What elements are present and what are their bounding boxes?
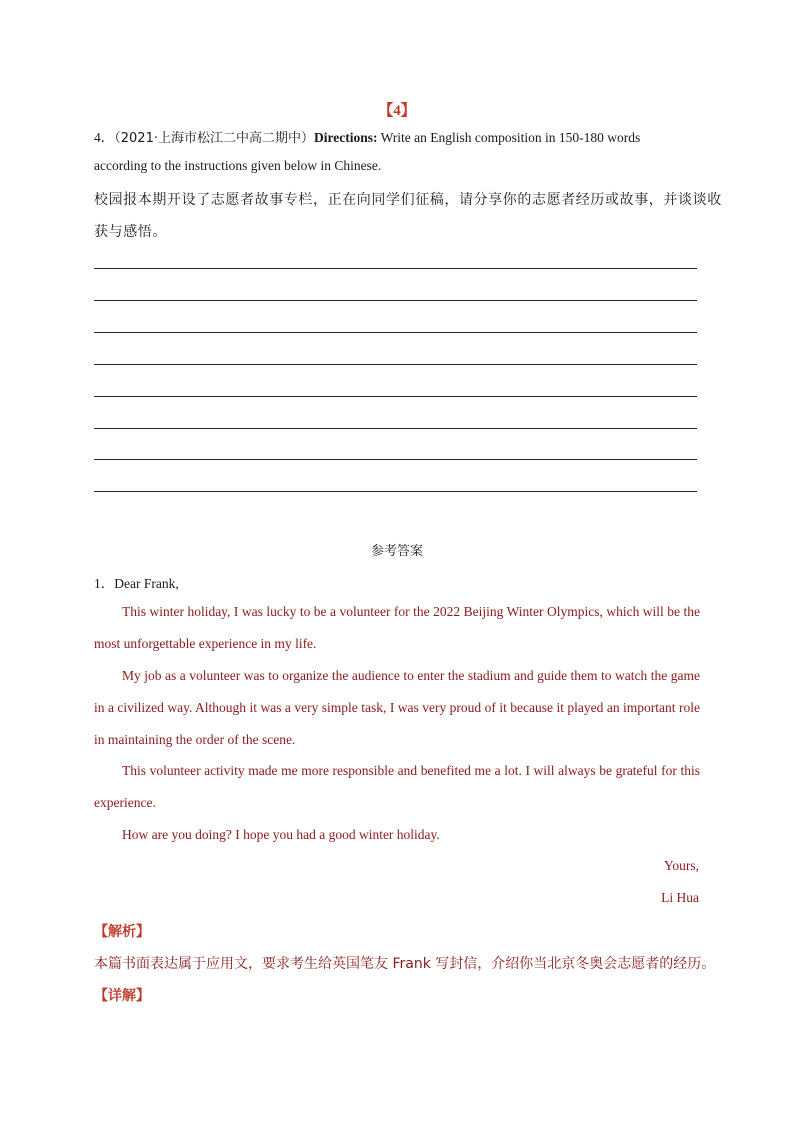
answer-line-1 xyxy=(94,572,179,592)
answer-paragraph-1 xyxy=(94,596,700,660)
writing-line xyxy=(94,268,697,269)
writing-line xyxy=(94,428,697,429)
writing-line xyxy=(94,459,697,460)
directions-text-1: Write an English composition in 150-180 words xyxy=(377,130,641,145)
directions-text-2: according to the instructions given below in Chinese. xyxy=(94,158,382,173)
answer-paragraph-2-text: My job as a volunteer was to organize the audience to enter the stadium and guide them to watch the game in a civilized way. Although it was a very simple task, I was very proud of it because it played an important role in maintaining the order of the scene. xyxy=(94,668,700,747)
closing: Yours, xyxy=(663,858,699,873)
writing-line xyxy=(94,364,697,365)
question-number: 4． xyxy=(94,130,115,145)
prompt-cn-line-2: 获与感悟。 xyxy=(94,224,167,240)
writing-line xyxy=(94,332,697,333)
salutation: Dear Frank, xyxy=(114,576,179,591)
answer-section-title: 参考答案 xyxy=(370,544,423,559)
section-title: 【4】 xyxy=(378,103,416,119)
writing-line xyxy=(94,396,697,397)
answer-number: 1． xyxy=(94,576,115,591)
answer-paragraph-1-text: This winter holiday, I was lucky to be a volunteer for the 2022 Beijing Winter Olympics, which will be the most unforgettable experience in my life. xyxy=(94,604,700,651)
directions-label: Directions: xyxy=(313,130,378,145)
question-line-1 xyxy=(94,126,640,146)
analysis-text: 本篇书面表达属于应用文，要求考生给英国笔友 Frank 写封信，介绍你当北京冬奥会志愿者的经历。 xyxy=(94,956,716,972)
prompt-cn-line-1: 校园报本期开设了志愿者故事专栏，正在向同学们征稿，请分享你的志愿者经历或故事，并谈谈收 xyxy=(94,192,722,208)
writing-line xyxy=(94,300,697,301)
answer-paragraph-4-text: How are you doing? I hope you had a good winter holiday. xyxy=(122,827,440,842)
analysis-tag: 【解析】 xyxy=(94,924,150,940)
question-source: （2021·上海市松江二中高二期中） xyxy=(114,131,314,146)
answer-paragraph-3-text: This volunteer activity made me more responsible and benefited me a lot. I will always be grateful for this experience. xyxy=(94,763,700,810)
detail-tag: 【详解】 xyxy=(94,988,150,1004)
signature: Li Hua xyxy=(661,890,699,905)
answer-paragraph-4 xyxy=(94,819,700,851)
answer-paragraph-3 xyxy=(94,755,700,819)
writing-line xyxy=(94,491,697,492)
answer-paragraph-2 xyxy=(94,660,700,756)
